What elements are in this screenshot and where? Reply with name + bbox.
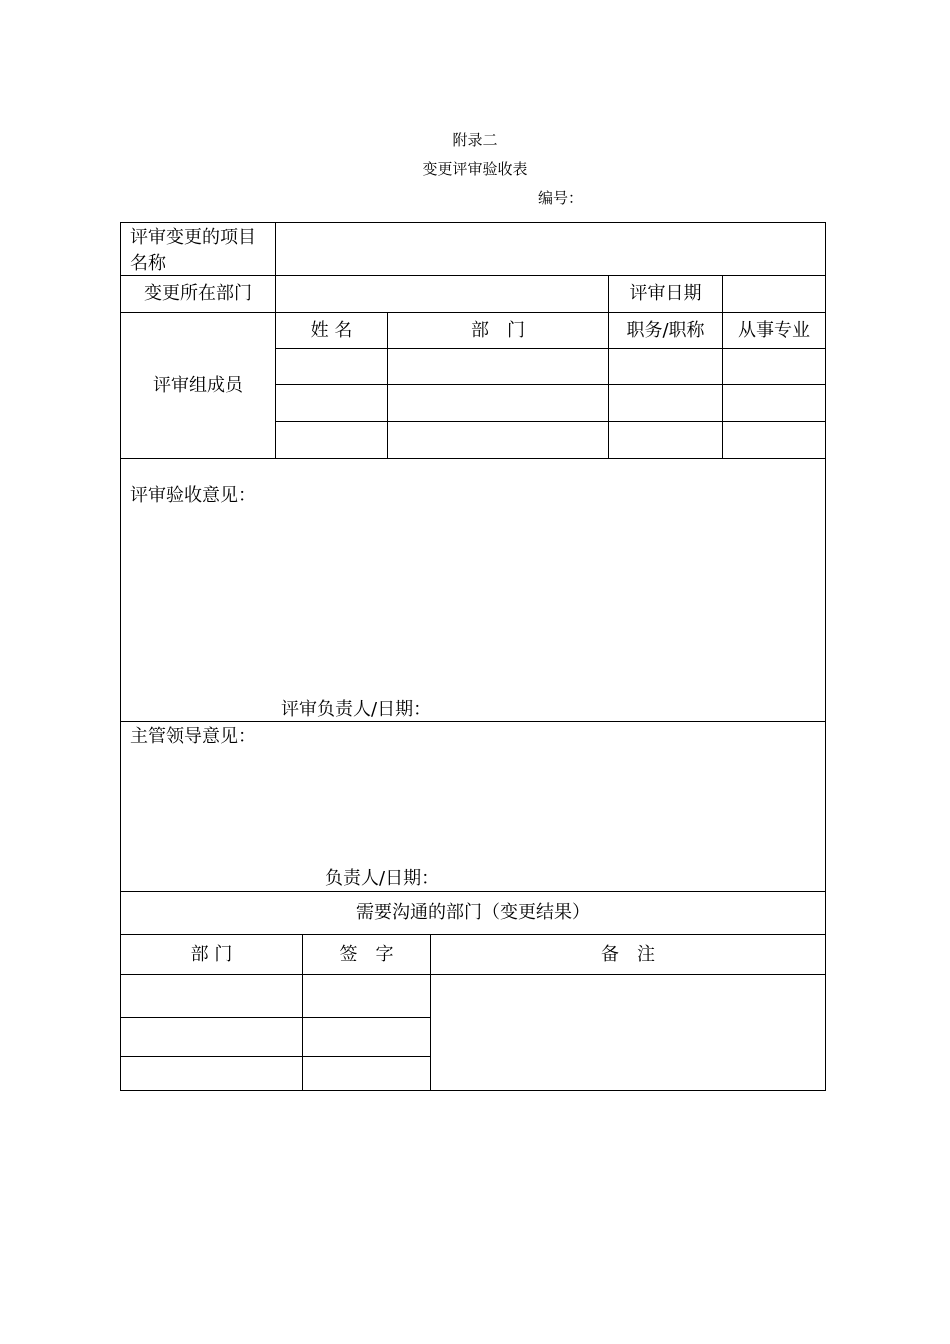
department-field[interactable] [276, 276, 608, 312]
project-name-field[interactable] [276, 223, 825, 275]
project-name-label: 评审变更的项目名称 [130, 227, 256, 274]
department-label: 变更所在部门 [144, 283, 252, 304]
column-header-specialty: 从事专业 [738, 319, 810, 341]
column-header-remarks: 备 注 [601, 943, 655, 965]
appendix-label: 附录二 [452, 131, 498, 149]
comm-signature-cell[interactable] [303, 1057, 430, 1090]
review-date-field[interactable] [723, 276, 825, 312]
column-header-department: 部 门 [471, 319, 525, 341]
comm-signature-cell[interactable] [303, 975, 430, 1017]
member-row[interactable] [276, 422, 825, 458]
column-header-comm-department: 部 门 [190, 943, 233, 965]
comm-department-cell[interactable] [121, 975, 302, 1017]
review-opinion-field[interactable] [121, 510, 825, 695]
column-header-position: 职务/职称 [626, 319, 705, 341]
review-signature-label: 评审负责人/日期： [281, 699, 432, 720]
comm-signature-cell[interactable] [303, 1018, 430, 1056]
comm-department-cell[interactable] [121, 1057, 302, 1090]
leader-opinion-label: 主管领导意见： [130, 726, 256, 747]
comm-department-cell[interactable] [121, 1018, 302, 1056]
member-row[interactable] [276, 385, 825, 421]
review-date-label: 评审日期 [629, 283, 702, 304]
column-header-name: 姓 名 [310, 319, 353, 341]
column-header-signature: 签 字 [339, 943, 394, 965]
member-row[interactable] [276, 349, 825, 384]
form-title: 变更评审验收表 [422, 160, 528, 178]
review-opinion-label: 评审验收意见： [130, 485, 256, 506]
leader-opinion-field[interactable] [121, 750, 825, 865]
serial-number-label: 编号： [538, 189, 584, 207]
review-members-label: 评审组成员 [153, 374, 243, 396]
communication-departments-heading: 需要沟通的部门（变更结果） [356, 902, 590, 923]
comm-remarks-cell[interactable] [431, 975, 825, 1090]
leader-signature-label: 负责人/日期： [325, 868, 440, 889]
